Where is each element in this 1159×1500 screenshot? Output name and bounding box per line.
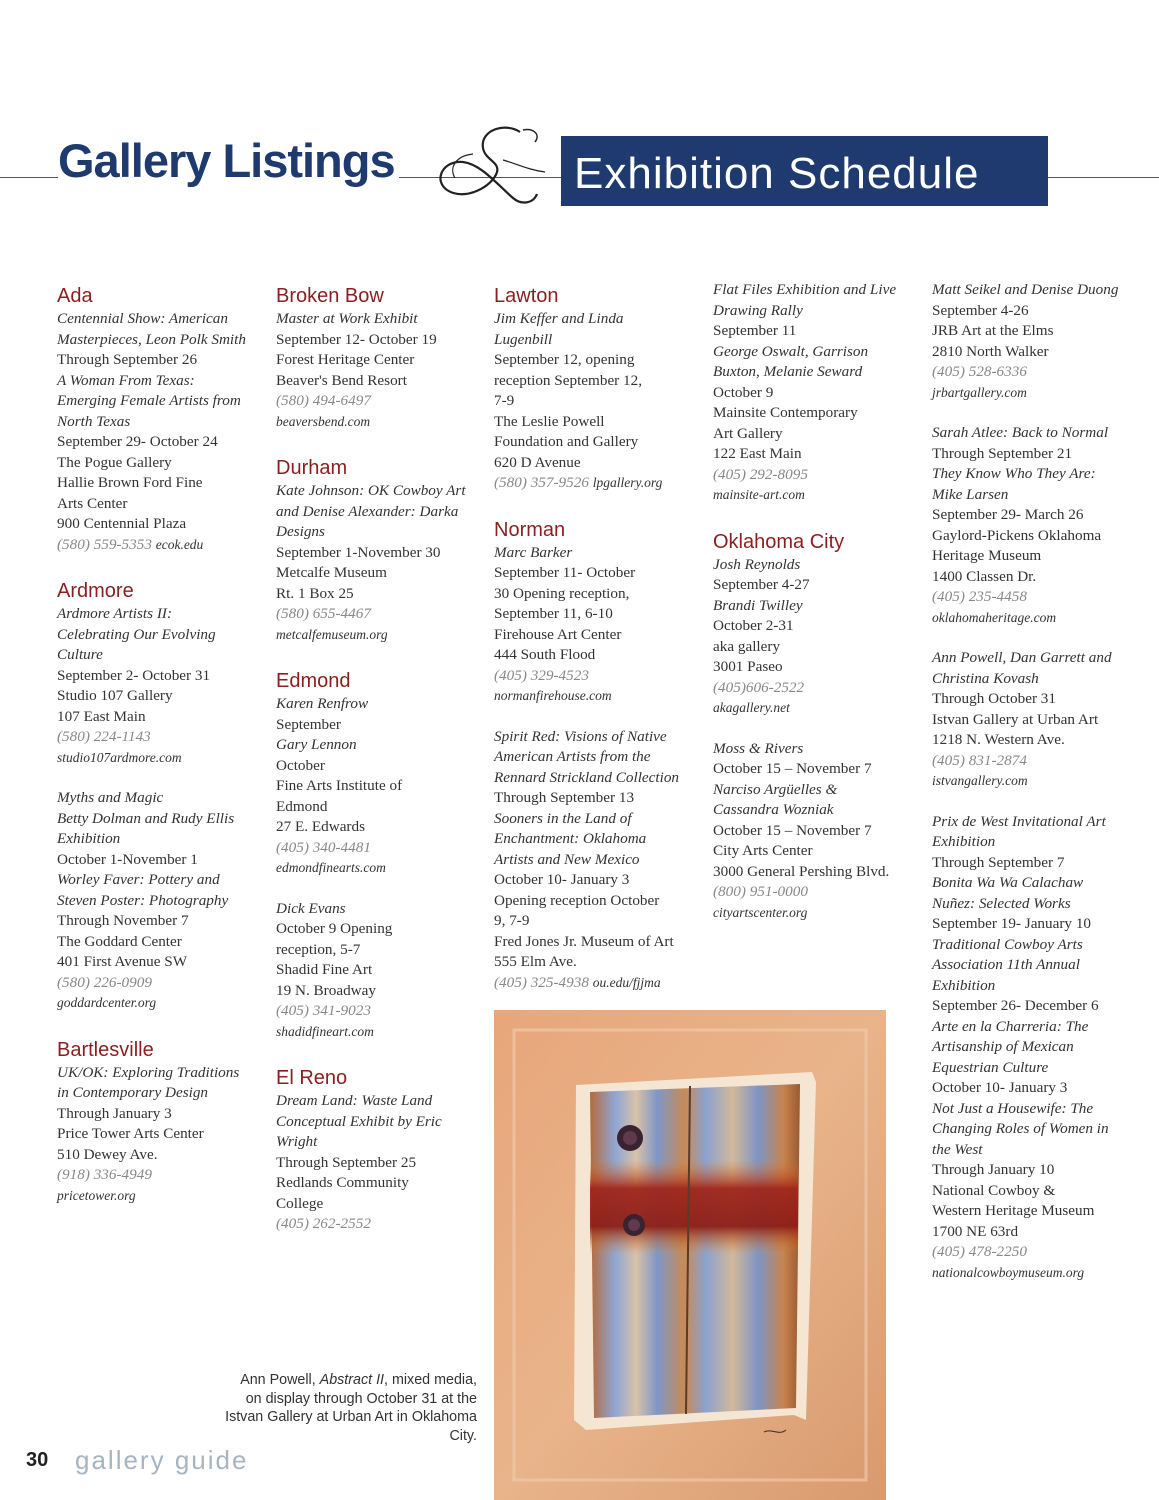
- listing-line: October 1-November 1: [57, 850, 198, 868]
- listing-line: 122 East Main: [713, 445, 802, 462]
- website-link[interactable]: edmondfinearts.com: [276, 860, 386, 875]
- listing-line: September 19- January 10: [932, 915, 1092, 932]
- exhibition-title: Karen Renfrow: [276, 695, 369, 712]
- listing-line: September 4-27: [713, 576, 810, 593]
- exhibition-title: Arte en la Charreria: The: [932, 1017, 1089, 1035]
- city-heading: Edmond: [276, 670, 351, 692]
- exhibition-title: Flat Files Exhibition and Live: [713, 281, 897, 298]
- phone-number: (580) 559-5353: [57, 535, 152, 553]
- listing-line: Hallie Brown Ford Fine: [57, 474, 203, 491]
- spacer: [276, 645, 488, 665]
- listing-line: 900 Centennial Plaza: [57, 515, 187, 532]
- caption-text: , mixed media, on display through October 31 at the Istvan Gallery at Urban Art in Oklahoma City.: [225, 1372, 477, 1444]
- listing-line: Art Gallery: [713, 424, 783, 442]
- exhibition-title: Josh Reynolds: [713, 555, 801, 573]
- phone-number: (405) 831-2874: [932, 751, 1027, 769]
- listing-line: 1218 N. Western Ave.: [932, 731, 1065, 748]
- listing-line: Mainsite Contemporary: [713, 404, 858, 421]
- listing-line: September 29- October 24: [57, 433, 218, 450]
- website-link[interactable]: shadidfineart.com: [276, 1023, 374, 1039]
- listing-line: Gaylord-Pickens Oklahoma: [932, 526, 1102, 544]
- listing-line: September 11: [713, 322, 797, 339]
- caption-artist: Ann Powell,: [240, 1372, 320, 1388]
- exhibition-title: in Contemporary Design: [57, 1084, 209, 1101]
- listing-line: aka gallery: [713, 637, 781, 655]
- listing-line: Through September 7: [932, 853, 1065, 871]
- exhibition-title: Changing Roles of Women in: [932, 1120, 1109, 1137]
- listing-line: Fine Arts Institute of: [276, 777, 403, 794]
- listing-line: Beaver's Bend Resort: [276, 371, 407, 389]
- listing-line: October 9: [713, 383, 774, 401]
- website-link[interactable]: ou.edu/fjjma: [592, 974, 661, 990]
- exhibition-title: George Oswalt, Garrison: [713, 342, 869, 360]
- exhibition-title: UK/OK: Exploring Traditions: [57, 1063, 240, 1081]
- exhibition-title: Designs: [276, 523, 325, 540]
- phone-number: (580) 224-1143: [57, 728, 151, 745]
- exhibition-title: Narciso Argüelles &: [713, 780, 838, 798]
- contact-line: [494, 473, 706, 494]
- listing-line: Forest Heritage Center: [276, 351, 415, 368]
- listing-line: The Pogue Gallery: [57, 453, 172, 471]
- exhibition-title: Marc Barker: [494, 543, 573, 561]
- city-heading: Norman: [494, 518, 566, 541]
- listing-line: College: [276, 1194, 324, 1212]
- spacer: [932, 403, 1144, 423]
- exhibition-title: Rennard Strickland Collection: [494, 768, 680, 786]
- exhibition-title: Culture: [57, 646, 103, 663]
- city-heading: El Reno: [276, 1067, 348, 1089]
- exhibition-title: Exhibition: [932, 833, 996, 850]
- listing-line: 9, 7-9: [494, 912, 530, 929]
- spacer: [713, 719, 925, 739]
- exhibition-title: Artists and New Mexico: [494, 850, 640, 868]
- exhibition-title: Christina Kovash: [932, 669, 1039, 687]
- artwork-caption: [222, 1371, 477, 1445]
- exhibition-title: Enchantment: Oklahoma: [494, 830, 647, 847]
- contact-line: [494, 973, 706, 994]
- website-link[interactable]: beaversbend.com: [276, 413, 371, 429]
- exhibition-title: Exhibition: [932, 976, 996, 994]
- exhibition-title: Buxton, Melanie Seward: [713, 363, 863, 380]
- website-link[interactable]: nationalcowboymuseum.org: [932, 1264, 1085, 1280]
- phone-number: (405) 292-8095: [713, 465, 808, 483]
- spacer: [276, 879, 488, 899]
- exhibition-title: Sarah Atlee: Back to Normal: [932, 424, 1109, 441]
- listing-line: September 11, 6-10: [494, 605, 613, 622]
- exhibition-title: Emerging Female Artists from: [57, 392, 241, 409]
- spacer: [932, 792, 1144, 812]
- website-link[interactable]: metcalfemuseum.org: [276, 626, 388, 642]
- listing-line: 19 N. Broadway: [276, 981, 376, 999]
- exhibition-title: Lugenbill: [494, 330, 553, 348]
- listing-line: 7-9: [494, 392, 515, 409]
- exhibition-title: Myths and Magic: [57, 789, 164, 806]
- exhibition-title: Matt Seikel and Denise Duong: [932, 281, 1119, 298]
- listing-line: 444 South Flood: [494, 646, 596, 663]
- phone-number: (405) 329-4523: [494, 666, 589, 684]
- listing-line: 107 East Main: [57, 707, 146, 725]
- listing-line: Through October 31: [932, 690, 1056, 707]
- column-2: [276, 280, 488, 1235]
- spacer: [57, 1014, 269, 1034]
- website-link[interactable]: pricetower.org: [57, 1187, 136, 1203]
- listing-line: Firehouse Art Center: [494, 625, 622, 643]
- exhibition-title: Dream Land: Waste Land: [276, 1092, 433, 1109]
- exhibition-title: A Woman From Texas:: [57, 371, 195, 389]
- city-heading: Broken Bow: [276, 285, 384, 307]
- phone-number: (580) 494-6497: [276, 392, 371, 409]
- listing-line: JRB Art at the Elms: [932, 322, 1054, 339]
- listing-line: September 11- October: [494, 564, 636, 581]
- website-link[interactable]: oklahomaheritage.com: [932, 609, 1057, 625]
- listing-line: October 15 – November 7: [713, 760, 872, 777]
- spacer: [276, 432, 488, 452]
- exhibition-title: Spirit Red: Visions of Native: [494, 727, 667, 745]
- listing-line: Metcalfe Museum: [276, 564, 387, 581]
- exhibition-title: Master at Work Exhibit: [276, 310, 418, 327]
- exhibition-title: Ann Powell, Dan Garrett and: [932, 649, 1112, 666]
- exhibition-title: American Artists from the: [494, 748, 651, 765]
- listing-line: Redlands Community: [276, 1174, 409, 1191]
- exhibition-title: Nuñez: Selected Works: [932, 894, 1071, 912]
- listing-line: September: [276, 715, 341, 733]
- listing-line: 1400 Classen Dr.: [932, 567, 1037, 585]
- spacer: [276, 1042, 488, 1062]
- column-4: [713, 280, 925, 923]
- exhibition-title: the West: [932, 1140, 983, 1158]
- artwork-image: [494, 1010, 886, 1500]
- listing-line: Through January 3: [57, 1104, 172, 1122]
- listing-line: 510 Dewey Ave.: [57, 1145, 158, 1163]
- exhibition-title: Gary Lennon: [276, 736, 357, 753]
- exhibition-title: Dick Evans: [276, 899, 346, 917]
- listing-line: September 12- October 19: [276, 330, 437, 348]
- spacer: [713, 506, 925, 526]
- ampersand-ornament: [425, 120, 550, 210]
- listing-line: September 29- March 26: [932, 506, 1084, 523]
- publication-name: gallery guide: [75, 1445, 249, 1475]
- spacer: [932, 628, 1144, 648]
- exhibition-title: Brandi Twilley: [713, 596, 803, 614]
- city-heading: Ardmore: [57, 580, 134, 602]
- exhibition-title: Mike Larsen: [932, 485, 1009, 503]
- exhibition-title: Worley Faver: Pottery and: [57, 871, 220, 888]
- listing-line: Price Tower Arts Center: [57, 1125, 204, 1142]
- listing-line: September 2- October 31: [57, 666, 211, 684]
- listing-line: Through January 10: [932, 1161, 1055, 1178]
- listing-line: 1700 NE 63rd: [932, 1222, 1019, 1240]
- phone-number: (405) 325-4938: [494, 973, 589, 991]
- listing-line: Foundation and Gallery: [494, 433, 639, 450]
- listing-line: Opening reception October: [494, 891, 660, 909]
- website-link[interactable]: ecok.edu: [155, 536, 204, 552]
- listing-line: City Arts Center: [713, 842, 813, 859]
- website-link[interactable]: cityartscenter.org: [713, 904, 808, 920]
- spacer: [57, 555, 269, 575]
- exhibition-title: Conceptual Exhibit by Eric: [276, 1112, 442, 1130]
- exhibition-title: Equestrian Culture: [932, 1058, 1049, 1076]
- listing-line: 401 First Avenue SW: [57, 953, 188, 970]
- exhibition-title: North Texas: [57, 412, 131, 430]
- exhibition-title: Drawing Rally: [713, 301, 803, 319]
- phone-number: (580) 226-0909: [57, 973, 152, 991]
- exhibition-title: Cassandra Wozniak: [713, 801, 834, 818]
- listing-line: 555 Elm Ave.: [494, 953, 577, 970]
- listing-line: Shadid Fine Art: [276, 961, 373, 978]
- listing-line: National Cowboy &: [932, 1181, 1056, 1199]
- contact-line: [57, 535, 269, 556]
- phone-number: (405) 262-2552: [276, 1215, 371, 1232]
- website-link[interactable]: lpgallery.org: [592, 475, 663, 490]
- listing-line: October: [276, 756, 325, 774]
- listing-line: Heritage Museum: [932, 547, 1042, 564]
- listing-line: October 9 Opening: [276, 920, 393, 937]
- listing-line: October 2-31: [713, 617, 794, 634]
- listing-line: Through September 21: [932, 444, 1073, 462]
- city-heading: Durham: [276, 457, 348, 479]
- title-exhibition-schedule: Exhibition Schedule: [574, 149, 980, 198]
- phone-number: (918) 336-4949: [57, 1166, 152, 1183]
- city-heading: Oklahoma City: [713, 530, 845, 553]
- phone-number: (405) 528-6336: [932, 363, 1027, 380]
- listing-line: The Goddard Center: [57, 932, 182, 950]
- page-number: 30: [26, 1449, 49, 1471]
- exhibition-title: Kate Johnson: OK Cowboy Art: [276, 482, 466, 499]
- listing-line: 3000 General Pershing Blvd.: [713, 862, 890, 880]
- phone-number: (405) 340-4481: [276, 838, 371, 856]
- website-link[interactable]: goddardcenter.org: [57, 995, 157, 1010]
- column-3: [494, 280, 706, 993]
- city-heading: Bartlesville: [57, 1038, 154, 1061]
- phone-number: (580) 655-4467: [276, 605, 371, 622]
- exhibition-title: They Know Who They Are:: [932, 465, 1096, 482]
- exhibition-title: Masterpieces, Leon Polk Smith: [57, 330, 246, 348]
- listing-line: 3001 Paseo: [713, 658, 783, 675]
- exhibition-title: Traditional Cowboy Arts: [932, 935, 1083, 953]
- title-gallery-listings: Gallery Listings: [58, 132, 399, 190]
- website-link[interactable]: akagallery.net: [713, 700, 790, 715]
- exhibition-title: Artisanship of Mexican: [932, 1038, 1074, 1055]
- exhibition-title: Association 11th Annual: [932, 956, 1080, 973]
- phone-number: (405) 341-9023: [276, 1002, 371, 1019]
- exhibition-title: Bonita Wa Wa Calachaw: [932, 874, 1084, 891]
- exhibition-title: Moss & Rivers: [713, 739, 804, 757]
- listing-line: October 15 – November 7: [713, 821, 872, 839]
- website-link[interactable]: jrbartgallery.com: [932, 384, 1027, 400]
- exhibition-title: Jim Keffer and Linda: [494, 310, 624, 327]
- listing-line: Through September 13: [494, 789, 635, 806]
- listing-line: reception, 5-7: [276, 940, 361, 958]
- exhibition-title: Wright: [276, 1133, 318, 1150]
- listing-line: Through November 7: [57, 912, 189, 929]
- listing-line: October 10- January 3: [932, 1079, 1068, 1096]
- exhibition-title: Betty Dolman and Rudy Ellis: [57, 809, 235, 827]
- website-link[interactable]: mainsite-art.com: [713, 487, 805, 502]
- exhibition-title: Sooners in the Land of: [494, 809, 632, 827]
- listing-line: Arts Center: [57, 494, 128, 512]
- column-1: [57, 280, 269, 1206]
- spacer: [494, 707, 706, 727]
- city-heading: Ada: [57, 285, 93, 307]
- exhibition-title: Not Just a Housewife: The: [932, 1099, 1094, 1117]
- listing-line: Through September 25: [276, 1153, 417, 1171]
- exhibition-title: Prix de West Invitational Art: [932, 812, 1106, 830]
- phone-number: (800) 951-0000: [713, 883, 808, 900]
- listing-line: reception September 12,: [494, 371, 643, 389]
- listing-line: Rt. 1 Box 25: [276, 584, 354, 602]
- listing-line: Edmond: [276, 797, 328, 815]
- city-heading: Lawton: [494, 285, 559, 307]
- listing-line: Fred Jones Jr. Museum of Art: [494, 932, 674, 950]
- listing-line: September 12, opening: [494, 351, 635, 368]
- listing-line: September 26- December 6: [932, 997, 1099, 1014]
- listing-line: Studio 107 Gallery: [57, 687, 173, 704]
- website-link[interactable]: istvangallery.com: [932, 773, 1028, 788]
- phone-number: (405) 478-2250: [932, 1243, 1027, 1260]
- exhibition-title: Steven Poster: Photography: [57, 891, 229, 909]
- website-link[interactable]: studio107ardmore.com: [57, 749, 182, 765]
- exhibition-title: Celebrating Our Evolving: [57, 625, 216, 643]
- phone-number: (405) 235-4458: [932, 588, 1027, 605]
- listing-line: Istvan Gallery at Urban Art: [932, 710, 1099, 728]
- exhibition-title: Centennial Show: American: [57, 310, 228, 327]
- exhibition-title: and Denise Alexander: Darka: [276, 502, 459, 520]
- listing-line: 2810 North Walker: [932, 342, 1049, 360]
- phone-number: (580) 357-9526: [494, 474, 589, 491]
- phone-number: (405)606-2522: [713, 678, 805, 696]
- listing-line: September 4-26: [932, 301, 1029, 319]
- listing-line: October 10- January 3: [494, 871, 630, 888]
- website-link[interactable]: normanfirehouse.com: [494, 688, 612, 703]
- caption-title: Abstract II: [319, 1372, 385, 1388]
- exhibition-title: Ardmore Artists II:: [57, 605, 173, 622]
- listing-line: September 1-November 30: [276, 543, 441, 561]
- listing-line: The Leslie Powell: [494, 412, 605, 430]
- exhibition-title: Exhibition: [57, 830, 121, 847]
- listing-line: 27 E. Edwards: [276, 818, 365, 835]
- spacer: [494, 494, 706, 514]
- listing-line: Western Heritage Museum: [932, 1202, 1095, 1219]
- listing-line: 620 D Avenue: [494, 453, 581, 471]
- listing-line: 30 Opening reception,: [494, 584, 630, 602]
- listing-line: Through September 26: [57, 351, 198, 368]
- column-5: [932, 280, 1144, 1283]
- spacer: [57, 768, 269, 788]
